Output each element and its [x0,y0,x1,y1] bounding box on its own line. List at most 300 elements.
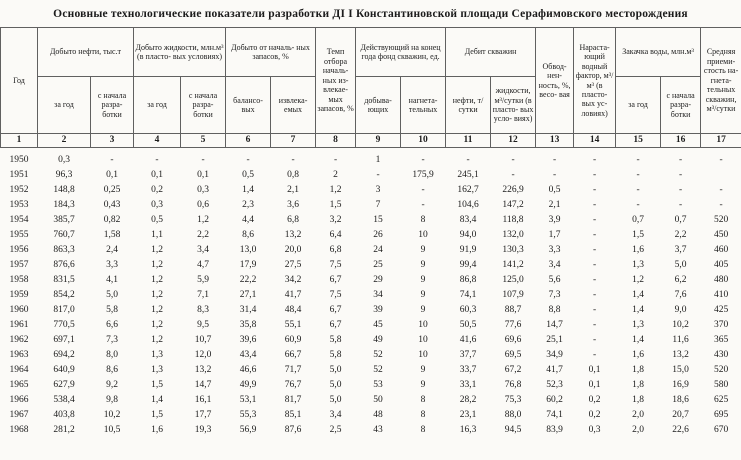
value-cell: 876,6 [53,260,75,270]
year-cell: 1953 [9,200,29,210]
value-cell: 5,0 [329,380,342,390]
value-cell: 520 [713,365,729,375]
table-row [1,288,741,303]
value-cell: 13,2 [672,350,689,360]
value-cell: 0,3 [588,425,601,435]
value-cell: 9,8 [106,395,118,405]
value-cell: 6,8 [329,245,342,255]
value-cell: 2,3 [242,200,254,210]
value-cell: 147,2 [502,200,524,210]
column-number-cell: 12 [491,134,536,148]
value-cell: 365 [713,335,729,345]
value-cell: 16,9 [672,380,689,390]
value-cell: 17,9 [239,260,257,270]
value-cell: 10,2 [672,320,689,330]
column-number-cell: 16 [661,134,701,148]
value-cell: 863,3 [53,245,75,255]
value-cell: 184,3 [53,200,75,210]
value-cell: 29 [373,275,383,285]
value-cell: 0,7 [674,215,687,225]
value-cell: - [592,275,597,285]
value-cell: - [421,155,425,165]
col-group-well-rate: Дебит скважин [446,28,536,77]
value-cell: 1,4 [632,290,644,300]
value-cell: 14,7 [194,380,212,390]
table-row [1,148,741,169]
header-group-row [1,28,741,77]
value-cell: - [636,185,640,195]
value-cell: 9 [420,305,426,315]
value-cell: 1,8 [632,365,644,375]
subheader-oil-since-start: с начала разра- ботки [91,77,134,134]
value-cell: 4,1 [106,275,118,285]
value-cell: 1,2 [329,185,342,195]
value-cell: 1,5 [151,410,163,420]
value-cell: 0,3 [197,185,209,195]
value-cell: - [636,200,640,210]
value-cell: 55,1 [284,320,302,330]
table-body [1,148,741,439]
col-group-well-stock: Действующий на конец года фонд скважин, ед. [356,28,446,77]
subheader-injection-wells: нагнета- тельных [401,77,446,134]
value-cell: 15 [373,215,383,225]
value-cell: 9 [420,290,426,300]
value-cell: 18,6 [672,395,689,405]
value-cell: 2,2 [674,230,687,240]
value-cell: - [678,170,683,180]
value-cell: 71,7 [284,365,302,375]
year-cell: 1957 [9,260,29,270]
value-cell: 403,8 [53,410,75,420]
value-cell: - [421,200,425,210]
value-cell: 0,2 [588,410,601,420]
value-cell: 118,8 [502,215,524,225]
table-row [1,378,741,393]
value-cell: 1,6 [632,350,644,360]
value-cell: 2,0 [632,425,644,435]
value-cell: 670 [713,425,729,435]
value-cell: 0,2 [588,395,601,405]
value-cell: 8,6 [106,365,118,375]
value-cell: 52 [373,350,383,360]
value-cell: 86,8 [459,275,477,285]
column-number-cell: 17 [701,134,741,148]
value-cell: - [110,155,114,165]
value-cell: 0,1 [588,365,601,375]
year-cell: 1961 [9,320,29,330]
value-cell: 1,4 [151,395,163,405]
value-cell: 5,6 [548,275,561,285]
value-cell: 2,0 [632,410,644,420]
value-cell: 8 [420,425,426,435]
year-cell: 1967 [9,410,29,420]
value-cell: 41,7 [546,365,563,375]
value-cell: 7,5 [329,260,342,270]
value-cell: 8 [420,395,426,405]
table-row [1,303,741,318]
value-cell: 0,1 [588,380,601,390]
value-cell: 8,0 [106,350,118,360]
year-cell: 1963 [9,350,29,360]
value-cell: 3,6 [287,200,299,210]
year-cell: 1968 [9,425,29,435]
value-cell: 1,2 [151,275,163,285]
column-number-cell: 13 [536,134,574,148]
value-cell: - [246,155,250,165]
value-cell: 34 [373,290,383,300]
value-cell: 41,6 [459,335,477,345]
value-cell: 9 [420,275,426,285]
year-cell: 1956 [9,245,29,255]
year-cell: 1962 [9,335,29,345]
value-cell: 817,0 [53,305,75,315]
value-cell: 12,0 [194,350,212,360]
value-cell: 9,5 [197,320,209,330]
value-cell: 37,7 [459,350,477,360]
value-cell: 6,6 [106,320,118,330]
value-cell: 11,6 [672,335,689,345]
value-cell: - [678,200,683,210]
value-cell: - [201,155,205,165]
value-cell: 770,5 [53,320,75,330]
value-cell: 76,8 [504,380,522,390]
value-cell: 0,8 [287,170,299,180]
value-cell: - [333,155,338,165]
value-cell: 74,1 [546,410,563,420]
header-sub-row [1,77,741,134]
value-cell: 74,1 [459,290,477,300]
value-cell: 3,4 [197,245,209,255]
subheader-balance-reserves: балансо- вых [226,77,271,134]
value-cell: 1,5 [632,230,644,240]
subheader-injection-per-year: за год [616,77,661,134]
year-cell: 1960 [9,305,29,315]
column-number-cell: 14 [574,134,616,148]
value-cell: 1,58 [103,230,121,240]
year-cell: 1955 [9,230,29,240]
value-cell: - [466,155,470,165]
value-cell: 0,1 [151,170,163,180]
value-cell: 7,3 [548,290,561,300]
value-cell: 88,0 [504,410,522,420]
value-cell: 8,8 [548,305,561,315]
value-cell: 20,0 [284,245,302,255]
value-cell: 39,6 [239,335,257,345]
value-cell: 0,82 [103,215,121,225]
value-cell: 0,5 [242,170,254,180]
value-cell: 10 [418,230,428,240]
value-cell: 8 [420,410,426,420]
value-cell: 3,7 [674,245,687,255]
value-cell: 53,1 [239,395,257,405]
table-row [1,408,741,423]
value-cell: 5,9 [197,275,209,285]
value-cell: 9,2 [106,380,118,390]
column-number-cell: 1 [1,134,38,148]
value-cell: 25 [373,260,383,270]
value-cell: - [155,155,159,165]
table-header [1,28,741,148]
value-cell: 49 [373,335,383,345]
column-number-cell: 11 [446,134,491,148]
column-number-cell: 7 [271,134,316,148]
value-cell: 13,0 [239,245,257,255]
value-cell: 13,2 [284,230,302,240]
subheader-liquid-rate: жидкости, м³/сутки (в пласто- вых усло- виях) [491,77,536,134]
value-cell: - [376,170,380,180]
value-cell: 6,7 [329,305,342,315]
value-cell: 3,9 [548,215,561,225]
value-cell: 7,6 [674,290,687,300]
value-cell: 430 [713,350,729,360]
col-header-year: Год [1,28,38,134]
value-cell: 1,2 [151,320,163,330]
value-cell: 5,0 [106,290,118,300]
value-cell: 4,4 [242,215,254,225]
value-cell: 1,3 [151,365,163,375]
value-cell: 10,5 [103,425,121,435]
value-cell: 96,3 [55,170,73,180]
value-cell: 0,7 [632,215,644,225]
value-cell: 2,2 [197,230,209,240]
value-cell: 24 [373,245,383,255]
value-cell: 56,9 [239,425,257,435]
value-cell: - [592,260,597,270]
value-cell: 16,1 [194,395,212,405]
value-cell: 75,3 [504,395,522,405]
indicators-table [0,27,741,438]
value-cell: 130,3 [502,245,524,255]
value-cell: 854,2 [53,290,75,300]
value-cell: 2,5 [329,425,342,435]
value-cell: 1,6 [632,245,644,255]
value-cell: 5,0 [329,365,342,375]
table-row [1,318,741,333]
value-cell: 7,1 [197,290,209,300]
col-group-reserves-produced: Добыто от началь- ных запасов, % [226,28,316,77]
value-cell: 83,4 [459,215,477,225]
value-cell: 580 [713,380,729,390]
value-cell: - [719,200,723,210]
value-cell: 107,9 [502,290,524,300]
year-cell: 1954 [9,215,29,225]
value-cell: 6,8 [287,215,299,225]
value-cell: 10 [418,320,428,330]
value-cell: 1,2 [151,245,163,255]
value-cell: 3,4 [329,410,342,420]
value-cell: 69,5 [504,350,522,360]
table-row [1,228,741,243]
value-cell: 83,9 [546,425,563,435]
value-cell: 45 [373,320,383,330]
value-cell: 69,6 [504,335,522,345]
table-row [1,168,741,183]
col-group-oil-produced: Добыто нефти, тыс.т [38,28,134,77]
value-cell: - [592,320,597,330]
value-cell: 694,2 [53,350,75,360]
value-cell: 5,0 [329,395,342,405]
value-cell: 13,2 [194,365,212,375]
value-cell: 1,3 [632,320,644,330]
value-cell: 245,1 [457,170,479,180]
value-cell: 39 [373,305,383,315]
value-cell: 3,4 [548,260,561,270]
table-row [1,258,741,273]
value-cell: 27,5 [284,260,302,270]
value-cell: - [592,290,597,300]
value-cell: - [719,185,723,195]
value-cell: 81,7 [284,395,302,405]
value-cell: 1,4 [632,335,644,345]
value-cell: 0,3 [58,155,70,165]
value-cell: 10 [418,350,428,360]
value-cell: 480 [713,275,729,285]
value-cell: 52 [373,365,383,375]
value-cell: 1,8 [632,395,644,405]
value-cell: 1,3 [151,350,163,360]
value-cell: 99,4 [459,260,477,270]
column-number-cell: 3 [91,134,134,148]
year-cell: 1952 [9,185,29,195]
column-number-cell: 6 [226,134,271,148]
value-cell: 104,6 [457,200,479,210]
subheader-liquid-per-year: за год [134,77,181,134]
value-cell: 60,3 [459,305,477,315]
value-cell: 60,9 [284,335,302,345]
value-cell: 66,7 [284,350,302,360]
value-cell: 695 [713,410,729,420]
value-cell: 0,5 [548,185,561,195]
value-cell: 14,7 [546,320,563,330]
value-cell: - [719,155,723,165]
value-cell: 23,1 [459,410,477,420]
subheader-recoverable-reserves: извлека- емых [271,77,316,134]
value-cell: 9 [420,380,426,390]
value-cell: 52,3 [546,380,563,390]
value-cell: 22,2 [239,275,257,285]
value-cell: 17,7 [194,410,212,420]
value-cell: 7,3 [106,335,118,345]
value-cell: - [592,335,597,345]
value-cell: 1,1 [151,230,163,240]
value-cell: 9,0 [674,305,687,315]
value-cell: 43,4 [239,350,257,360]
table-row [1,393,741,408]
year-cell: 1950 [9,155,29,165]
table-row [1,423,741,438]
value-cell: 27,1 [239,290,257,300]
value-cell: 520 [713,215,729,225]
value-cell: 1,2 [151,335,163,345]
value-cell: 77,6 [504,320,522,330]
value-cell: 33,1 [459,380,477,390]
value-cell: 1 [375,155,381,165]
value-cell: 1,2 [151,290,163,300]
table-row [1,183,741,198]
value-cell: 0,5 [151,215,163,225]
value-cell: - [592,170,597,180]
value-cell: - [592,155,597,165]
value-cell: 53 [373,380,383,390]
value-cell: 10 [418,335,428,345]
value-cell: - [636,155,640,165]
value-cell: 50,5 [459,320,477,330]
column-number-cell: 15 [616,134,661,148]
value-cell: 425 [713,305,729,315]
value-cell: 48 [373,410,383,420]
value-cell: 60,2 [546,395,563,405]
value-cell: 1,3 [632,260,644,270]
value-cell: 43 [373,425,383,435]
value-cell: 226,9 [502,185,524,195]
value-cell: 5,8 [106,305,118,315]
value-cell: - [552,155,557,165]
value-cell: 385,7 [53,215,75,225]
value-cell: 1,5 [151,380,163,390]
value-cell: 125,0 [502,275,524,285]
year-cell: 1965 [9,380,29,390]
value-cell: 1,7 [548,230,561,240]
value-cell: 67,2 [504,365,522,375]
subheader-liquid-since-start: с начала разра- ботки [181,77,226,134]
col-header-extraction-rate: Темп отбора началь- ных из- влекае- мых запасов, % [316,28,356,134]
value-cell: 6,4 [329,230,342,240]
value-cell: 1,2 [151,260,163,270]
value-cell: 76,7 [284,380,302,390]
value-cell: 148,8 [53,185,75,195]
value-cell: 450 [713,230,729,240]
value-cell: 0,43 [103,200,121,210]
value-cell: 20,7 [672,410,689,420]
value-cell: 831,5 [53,275,75,285]
table-row [1,363,741,378]
col-header-watercut: Обвод- нен- ность, %, весо- вая [536,28,574,134]
value-cell: - [421,185,425,195]
subheader-injection-since-start: с начала разра- ботки [661,77,701,134]
page-title: Основные технологические показатели разработки ДI I Константиновской площади Серафимовского месторождения [53,8,688,20]
value-cell: - [511,155,515,165]
value-cell: 1,5 [329,200,342,210]
value-cell: 697,1 [53,335,75,345]
subheader-oil-rate: нефти, т/сутки [446,77,491,134]
value-cell: 3,3 [106,260,118,270]
year-cell: 1951 [9,170,29,180]
value-cell: 9 [420,245,426,255]
value-cell: 6,2 [674,275,687,285]
value-cell: 1,2 [151,305,163,315]
column-number-cell: 10 [401,134,446,148]
value-cell: 31,4 [239,305,257,315]
col-group-liquid-produced: Добыто жидкости, млн.м³ (в пласто- вых условиях) [134,28,226,77]
value-cell: 9 [420,260,426,270]
value-cell [701,168,741,183]
value-cell: 33,7 [459,365,477,375]
value-cell: 0,6 [197,200,209,210]
value-cell: 19,3 [194,425,212,435]
column-number-cell: 2 [38,134,91,148]
subheader-producing-wells: добыва- ющих [356,77,401,134]
column-number-cell: 4 [134,134,181,148]
value-cell: 50 [373,395,383,405]
value-cell: 175,9 [412,170,434,180]
value-cell: - [552,170,557,180]
value-cell: 3,3 [548,245,561,255]
value-cell: 0,2 [151,185,163,195]
value-cell: 49,9 [239,380,257,390]
value-cell: 281,2 [53,425,75,435]
column-number-row [1,134,741,148]
table-row [1,243,741,258]
